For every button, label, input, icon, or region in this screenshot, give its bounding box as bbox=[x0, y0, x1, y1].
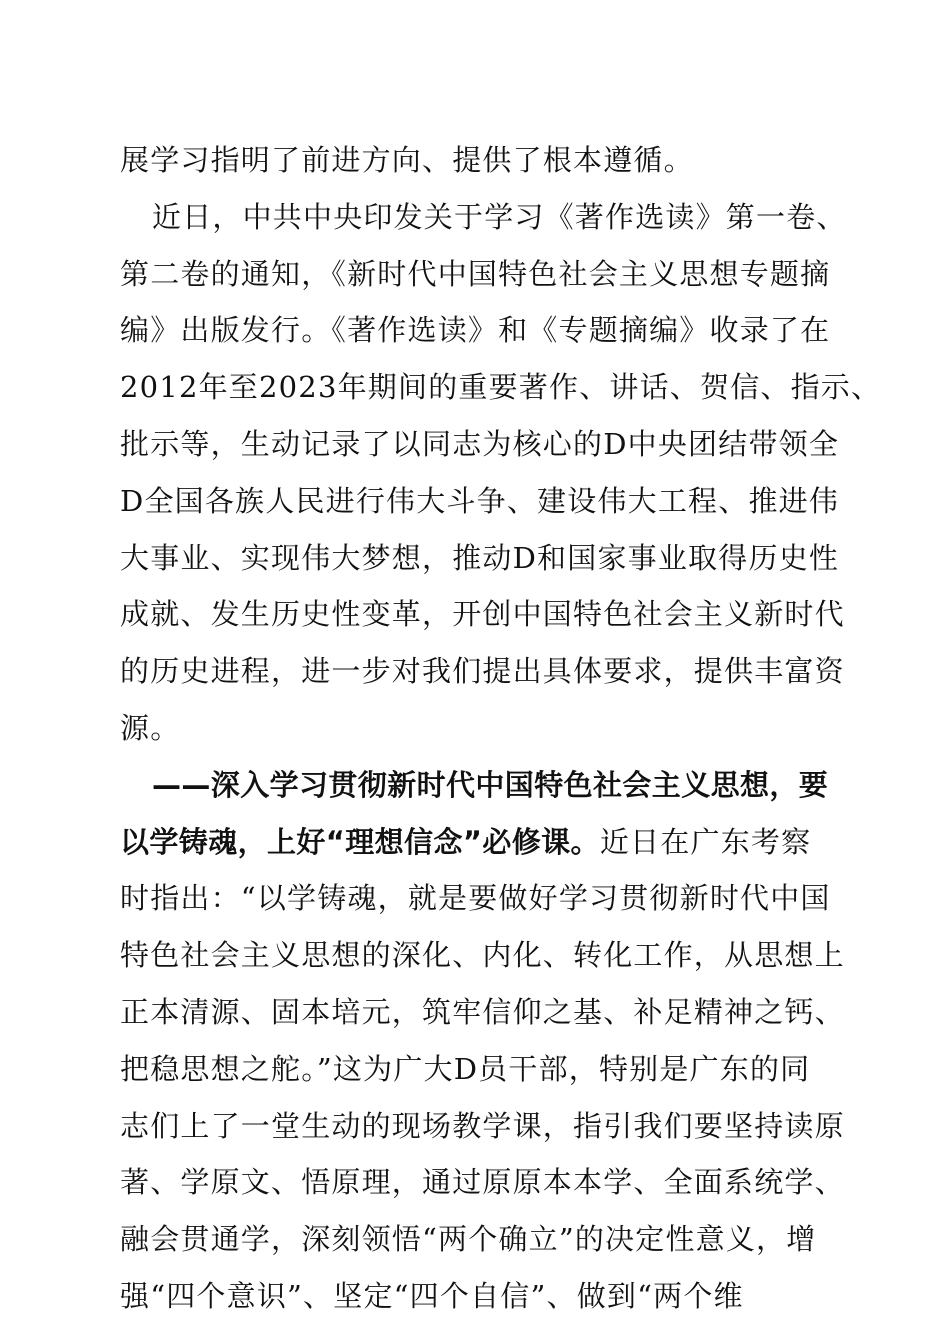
section-heading-line: ——深入学习贯彻新时代中国特色社会主义思想，要 bbox=[152, 767, 829, 802]
body-line: 著、学原文、悟原理，通过原原本本学、全面系统学、 bbox=[120, 1165, 845, 1200]
body-line: 强“四个意识”、坚定“四个自信”、做到“两个维 bbox=[120, 1278, 744, 1313]
mixed-line bbox=[120, 814, 840, 871]
body-line: 融会贯通学，深刻领悟“两个确立”的决定性意义，增 bbox=[120, 1222, 817, 1257]
body-text-continuation: 近日在广东考察 bbox=[599, 824, 812, 859]
body-line: 的历史进程，进一步对我们提出具体要求，提供丰富资 bbox=[120, 654, 845, 689]
body-line: 特色社会主义思想的深化、内化、转化工作，从思想上 bbox=[120, 938, 845, 973]
body-line: 大事业、实现伟大梦想，推动D和国家事业取得历史性 bbox=[120, 540, 840, 575]
body-line: 源。 bbox=[120, 710, 181, 745]
body-line: 时指出：“以学铸魂，就是要做好学习贯彻新时代中国 bbox=[120, 881, 831, 916]
body-line: 2012年至2023年期间的重要著作、讲话、贺信、指示、 bbox=[120, 370, 882, 405]
section-heading-end: 以学铸魂，上好“理想信念”必修课。 bbox=[120, 824, 600, 859]
body-line: 批示等，生动记录了以同志为核心的D中央团结带领全 bbox=[120, 426, 840, 461]
document-body bbox=[120, 132, 882, 1325]
paragraph-first-line: 近日，中共中央印发关于学习《著作选读》第一卷、 bbox=[152, 199, 847, 234]
body-line: 编》出版发行。《著作选读》和《专题摘编》收录了在 bbox=[120, 313, 831, 348]
body-line: 成就、发生历史性变革，开创中国特色社会主义新时代 bbox=[120, 597, 845, 632]
body-line: 正本清源、固本培元，筑牢信仰之基、补足精神之钙、 bbox=[120, 994, 845, 1029]
body-line: 第二卷的通知，《新时代中国特色社会主义思想专题摘 bbox=[120, 256, 831, 291]
body-line: D全国各族人民进行伟大斗争、建设伟大工程、推进伟 bbox=[120, 483, 840, 518]
body-line: 把稳思想之舵。”这为广大D员干部，特别是广东的同 bbox=[120, 1051, 811, 1086]
body-line: 志们上了一堂生动的现场教学课，指引我们要坚持读原 bbox=[120, 1108, 845, 1143]
body-line: 展学习指明了前进方向、提供了根本遵循。 bbox=[120, 143, 694, 177]
